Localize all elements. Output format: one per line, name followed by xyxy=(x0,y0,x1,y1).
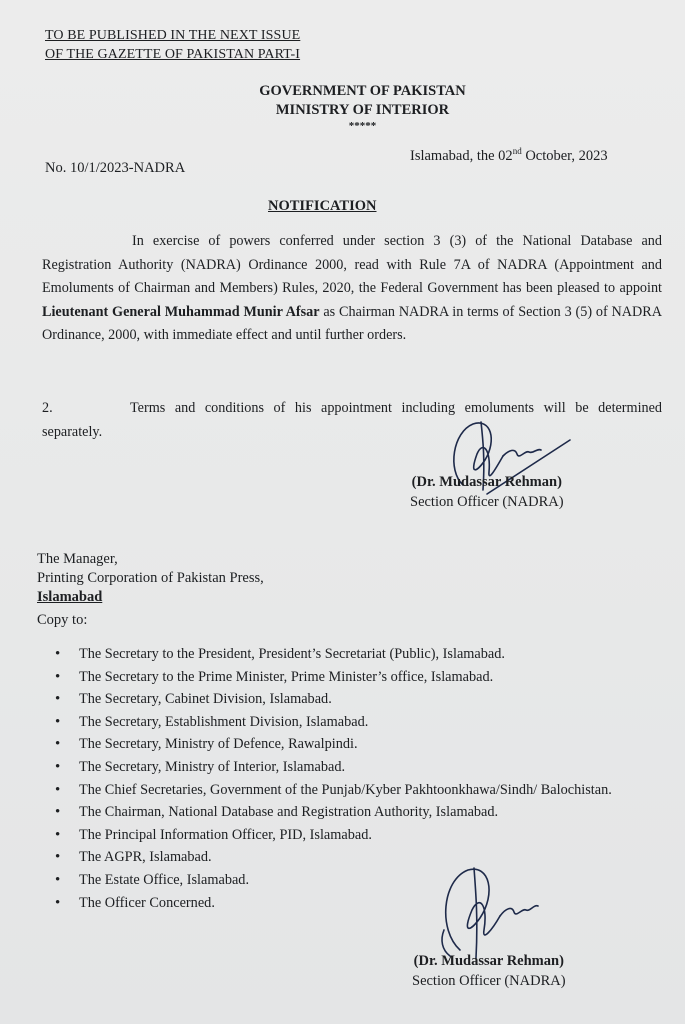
list-item: • The Chief Secretaries, Government of the Punjab/Kyber Pakhtoonkhawa/Sindh/ Balochistan. xyxy=(55,779,639,802)
gazette-note-line2: OF THE GAZETTE OF PAKISTAN PART-I xyxy=(45,47,301,62)
list-item: • The Secretary to the Prime Minister, Prime Minister’s office, Islamabad. xyxy=(55,666,655,689)
signatory-block-2 xyxy=(412,951,566,991)
appointee-name: Lieutenant General Muhammad Munir Afsar xyxy=(42,303,320,320)
addressee-line1: The Manager, xyxy=(37,551,118,567)
list-item: • The Secretary to the President, President’s Secretariat (Public), Islamabad. xyxy=(55,643,655,666)
ministry-name: MINISTRY OF INTERIOR xyxy=(275,102,450,118)
list-item: • The Secretary, Establishment Division, Islamabad. xyxy=(55,711,655,734)
gazette-note-line1: TO BE PUBLISHED IN THE NEXT ISSUE xyxy=(45,28,301,43)
list-item: • The Secretary, Cabinet Division, Islamabad. xyxy=(55,688,655,711)
paragraph-1-text-a: In exercise of powers conferred under section 3 (3) of the National Database and Registration Authority (NADRA) Ordinance 2000, read with Rule 7A of NADRA (Appointment and Emoluments of Chairman and Members) Rules, 2020, the Federal Government has been pleased to appoint xyxy=(42,233,662,297)
stars-separator: ***** xyxy=(348,120,377,132)
list-item: • The Principal Information Officer, PID, Islamabad. xyxy=(55,824,655,847)
list-item: • The Secretary, Ministry of Interior, Islamabad. xyxy=(55,756,655,779)
gazette-note xyxy=(45,26,300,64)
addressee xyxy=(37,550,264,607)
date-rest: October, 2023 xyxy=(521,147,608,164)
date-prefix: Islamabad, the 02 xyxy=(410,147,513,164)
government-name: GOVERNMENT OF PAKISTAN xyxy=(259,83,466,99)
list-item: • The Secretary, Ministry of Defence, Rawalpindi. xyxy=(55,733,655,756)
signatory-designation: Section Officer (NADRA) xyxy=(412,973,566,989)
reference-number: No. 10/1/2023-NADRA xyxy=(45,160,186,176)
list-item: • The Estate Office, Islamabad. xyxy=(55,869,655,892)
copy-to-label: Copy to: xyxy=(37,612,88,628)
paragraph-2-number: 2. xyxy=(42,400,53,416)
issue-date xyxy=(410,146,608,165)
notification-title: NOTIFICATION xyxy=(268,198,377,214)
signatory-name: (Dr. Mudassar Rehman) xyxy=(413,953,564,969)
list-item: • The AGPR, Islamabad. xyxy=(55,846,655,869)
handwritten-signature xyxy=(420,860,570,965)
signatory-name: (Dr. Mudassar Rehman) xyxy=(411,474,562,490)
letterhead xyxy=(0,82,685,132)
signatory-designation: Section Officer (NADRA) xyxy=(410,494,564,510)
list-item: • The Chairman, National Database and Registration Authority, Islamabad. xyxy=(55,801,655,824)
addressee-line2: Printing Corporation of Pakistan Press, xyxy=(37,570,264,586)
list-item: • The Officer Concerned. xyxy=(55,892,655,915)
paragraph-1-text-b: as Chairman NADRA in terms of Section 3 (5) of NADRA Ordinance, 2000, with immediate effect and until further orders. xyxy=(42,303,662,344)
signatory-block-1 xyxy=(410,472,564,512)
addressee-city: Islamabad xyxy=(37,589,103,605)
date-suffix: nd xyxy=(512,146,522,156)
paragraph-2-text: Terms and conditions of his appointment including emoluments will be determined separately. xyxy=(42,400,662,440)
paragraph-1 xyxy=(42,230,662,348)
